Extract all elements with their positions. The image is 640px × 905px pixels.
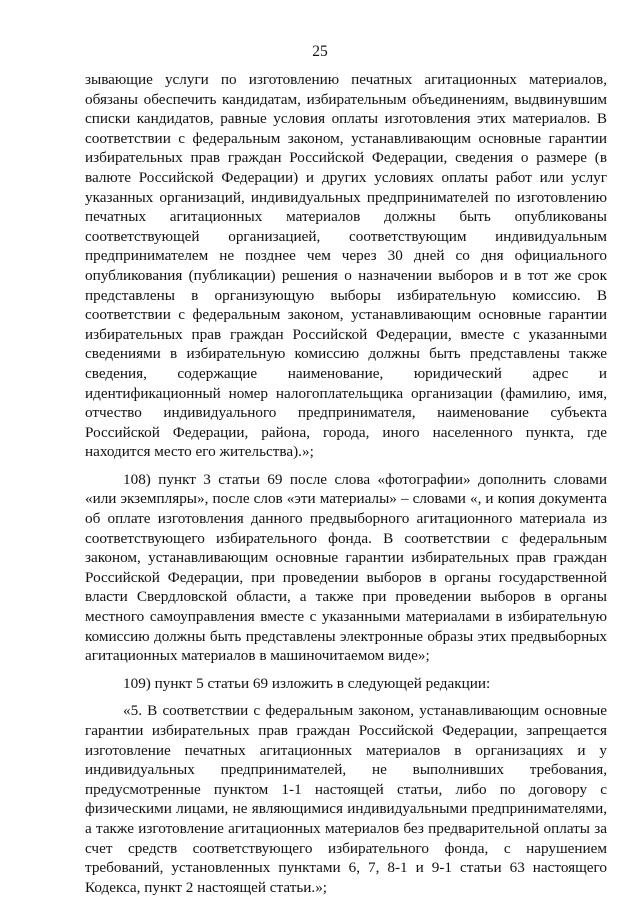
paragraph-spacer xyxy=(85,462,607,470)
paragraph-spacer xyxy=(85,666,607,674)
paragraph-continuation: зывающие услуги по изготовлению печатных агитационных материалов, обязаны обеспечить кандидатам, избирательным объединениям, выдвинувшим списки кандидатов, равные условия оплаты изготовления этих материалов. В соответствии с федеральным законом, устанавливающим основные гарантии избирательных прав граждан Российской Федерации, сведения о размере (в валюте Российской Федерации) и других условиях оплаты работ или услуг указанных организаций, индивидуальных предпринимателей по изготовлению печатных агитационных материалов должны быть опубликованы соответствующей организацией, соответствующим индивидуальным предпринимателем не позднее чем через 30 дней со дня официального опубликования (публикации) решения о назначении выборов и в тот же срок представлены в организующую выборы избирательную комиссию. В соответствии с федеральным законом, устанавливающим основные гарантии избирательных прав граждан Российской Федерации, вместе с указанными сведениями в избирательную комиссию должны быть представлены также сведения, содержащие наименование, юридический адрес и идентификационный номер налогоплательщика организации (фамилию, имя, отчество индивидуального предпринимателя, наименование субъекта Российской Федерации, района, города, иного населенного пункта, где находится место его жительства).»; xyxy=(85,71,607,461)
paragraph-item-109: 109) пункт 5 статьи 69 изложить в следующей редакции: xyxy=(123,674,491,692)
page-number: 25 xyxy=(312,43,328,60)
paragraph-spacer xyxy=(85,693,607,701)
document-body xyxy=(85,70,607,897)
paragraph-item-5-quote: «5. В соответствии с федеральным законом, устанавливающим основные гарантии избирательных прав граждан Российской Федерации, запрещается изготовление печатных агитационных материалов в организациях и у индивидуальных предпринимателей, не выполнивших требования, предусмотренные пунктом 1-1 настоящей статьи, либо по договору с физическими лицами, не являющимися индивидуальными предпринимателями, а также изготовление агитационных материалов без предварительной оплаты за счет средств соответствующего избирательного фонда, с нарушением требований, установленных пунктами 6, 7, 8-1 и 9-1 статьи 63 настоящего Кодекса, пункт 2 настоящей статьи.»; xyxy=(85,702,607,896)
paragraph-item-108: 108) пункт 3 статьи 69 после слова «фотографии» дополнить словами «или экземпляры», после слов «эти материалы» – словами «, и копия документа об оплате изготовления данного предвыборного агитационного материала из соответствующего избирательного фонда. В соответствии с федеральным законом, устанавливающим основные гарантии избирательных прав граждан Российской Федерации, при проведении выборов в органы государственной власти Свердловской области, а также при проведении выборов в органы местного самоуправления вместе с указанными материалами в избирательную комиссию должны быть представлены электронные образы этих предвыборных агитационных материалов в машиночитаемом виде»; xyxy=(85,470,607,665)
